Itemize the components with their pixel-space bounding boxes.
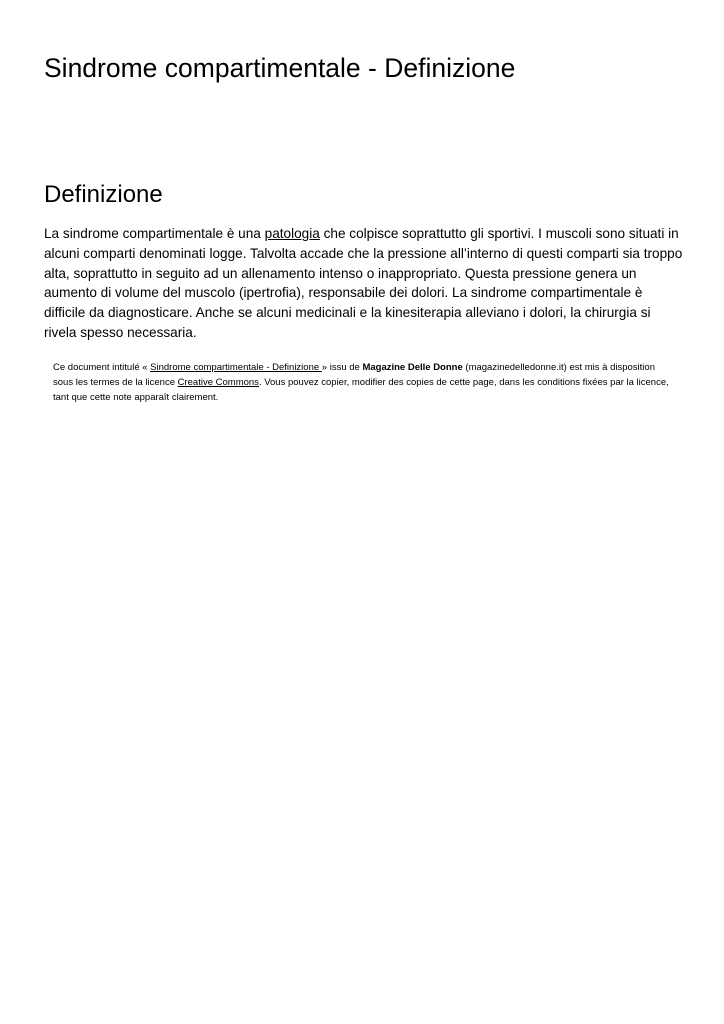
paragraph-text-rest: che colpisce soprattutto gli sportivi. I muscoli sono situati in alcuni comparti denominati logge. Talvolta accade che la pressione all’interno di questi comparti sia troppo alta, soprattutto in seguito ad un allenamento intenso o inappropriato. Questa pressione genera un aumento di volume del muscolo (ipertrofia), responsabile dei dolori. La sindrome compartimentale è difficile da diagnosticare. Anche se alcuni medicinali e la kinesiterapia alleviano i dolori, la chirurgia si rivela spesso necessaria. xyxy=(44,226,683,340)
publisher-name: Magazine Delle Donne xyxy=(362,362,463,373)
creative-commons-link[interactable]: Creative Commons xyxy=(177,377,259,388)
patologia-link[interactable]: patologia xyxy=(264,226,320,241)
license-outro: . Vous pouvez copier, modifier des copies de cette page, dans les conditions fixées par la licence, tant que cette note apparaît clairement. xyxy=(53,377,669,403)
license-intro: Ce document intitulé « xyxy=(53,362,151,373)
document-title-link[interactable]: Sindrome compartimentale - Definizione xyxy=(150,362,322,373)
section-heading-definizione: Definizione xyxy=(44,181,163,208)
license-middle: » issu de xyxy=(321,362,363,373)
license-note xyxy=(53,360,673,405)
definition-paragraph xyxy=(44,224,684,343)
license-site: (magazinedelledonne.it) est mis à disposition sous les termes de la licence xyxy=(53,362,655,388)
paragraph-text-start: La sindrome compartimentale è una xyxy=(44,226,265,241)
page-title: Sindrome compartimentale - Definizione xyxy=(44,53,516,83)
